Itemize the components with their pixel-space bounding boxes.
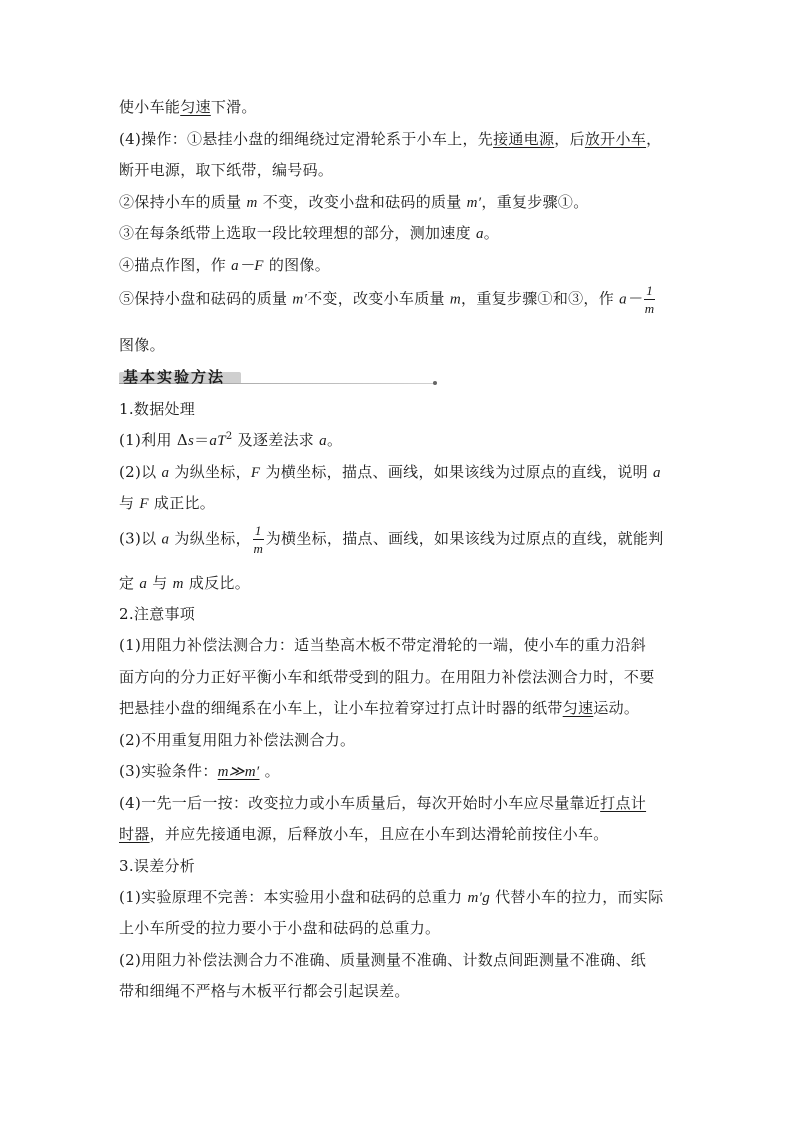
text-line <box>119 823 609 844</box>
text-line <box>119 128 661 149</box>
underlined-answer: 匀速 <box>180 98 211 116</box>
text-line <box>119 96 257 117</box>
text-line <box>119 792 646 813</box>
text: ＝ <box>194 431 210 449</box>
section-banner <box>119 364 439 388</box>
text: ，并应先接通电源，后释放小车，且应在小车到达滑轮前按住小车。 <box>149 825 609 843</box>
text: ，重复步骤①。 <box>481 193 589 211</box>
text: 为横坐标，描点、画线，如果该线为过原点的直线，就能判 <box>265 529 664 548</box>
text: 运动。 <box>593 699 640 717</box>
text-line <box>119 634 646 655</box>
text-line <box>119 729 355 750</box>
text: 为横坐标，描点、画线，如果该线为过原点的直线，说明 <box>260 463 654 481</box>
text-line <box>119 159 333 180</box>
text: ③在每条纸带上选取一段比较理想的部分，测加速度 <box>119 224 476 242</box>
text-line <box>119 980 410 1001</box>
variable: a <box>653 465 661 481</box>
variable: a <box>319 433 327 449</box>
subheading: 2.注意事项 <box>119 605 196 623</box>
variable: m′ <box>466 195 482 211</box>
subheading: 3.误差分析 <box>119 857 196 875</box>
text: 成反比。 <box>183 574 251 592</box>
text: ④描点作图，作 <box>119 256 232 274</box>
variable: s <box>187 433 195 449</box>
text: (4)一先一后一按：改变拉力或小车质量后，每次开始时小车应尽量靠近 <box>119 794 601 812</box>
variable: a <box>139 576 148 592</box>
text: 不变，改变小盘和砝码的质量 <box>257 193 467 211</box>
text: 成正比。 <box>148 494 216 512</box>
text-line <box>119 461 661 482</box>
variable: a－ <box>619 291 643 308</box>
variable: F <box>250 465 261 481</box>
fraction-denominator: m <box>644 301 655 316</box>
text: (1)实验原理不完善：本实验用小盘和砝码的总重力 <box>119 888 468 906</box>
fraction-one-over-m <box>253 524 264 555</box>
text: (1)利用 Δ <box>119 431 188 449</box>
text-line <box>119 697 639 718</box>
text: (4)操作：①悬挂小盘的细绳绕过定滑轮系于小车上，先 <box>119 130 494 148</box>
text: (3)以 <box>119 529 162 548</box>
variable: a－F <box>231 258 264 274</box>
text-line <box>119 398 195 419</box>
text: 带和细绳不严格与木板平行都会引起误差。 <box>119 982 410 1000</box>
underlined-answer: 时器 <box>119 825 150 843</box>
variable: m′g <box>467 890 491 906</box>
text: ，重复步骤①和③，作 <box>461 289 620 308</box>
text-line <box>119 254 330 275</box>
text-line <box>119 572 250 593</box>
superscript: 2 <box>225 431 233 442</box>
text: 使小车能 <box>119 98 181 116</box>
text: ， <box>646 130 662 148</box>
text-line <box>119 334 165 355</box>
text: (3)实验条件： <box>119 762 218 780</box>
text: 。 <box>326 431 343 449</box>
variable: a <box>161 531 170 548</box>
text: 及逐差法求 <box>232 431 320 449</box>
text: 断开电源，取下纸带，编号码。 <box>119 161 334 179</box>
text-line <box>119 666 655 687</box>
variable: aT <box>209 433 226 449</box>
text: 定 <box>119 574 140 592</box>
underlined-answer: 接通电源 <box>493 130 555 148</box>
text: 与 <box>119 494 140 512</box>
underlined-answer: 放开小车 <box>584 130 647 148</box>
text: 代替小车的拉力，而实际 <box>490 888 664 906</box>
variable: m <box>172 576 184 592</box>
text: (2)不用重复用阻力补偿法测合力。 <box>119 731 356 749</box>
text-line <box>119 886 663 907</box>
text: 与 <box>147 574 173 592</box>
text: 上小车所受的拉力要小于小盘和砝码的总重力。 <box>119 919 441 937</box>
text: ，后 <box>554 130 585 148</box>
text-line <box>119 429 342 450</box>
underlined-answer: m≫m′ <box>217 764 260 780</box>
fraction-numerator: 1 <box>646 283 654 298</box>
text: 为纵坐标， <box>169 529 251 548</box>
text: 下滑。 <box>210 98 257 116</box>
text-line <box>119 917 440 938</box>
section-heading: 基本实验方法 <box>123 368 226 386</box>
text: 不变，改变小车质量 <box>307 289 450 308</box>
text: 为纵坐标， <box>169 463 251 481</box>
text-line <box>119 855 195 876</box>
text-line <box>119 949 646 970</box>
variable: F <box>139 496 149 512</box>
text: 面方向的分力正好平衡小车和纸带受到的阻力。在用阻力补偿法测合力时，不要 <box>119 668 655 686</box>
text-line <box>119 760 280 781</box>
text: 。 <box>259 762 280 780</box>
text: 的图像。 <box>263 256 331 274</box>
banner-dot <box>433 381 437 385</box>
variable: a <box>161 465 170 481</box>
text: ⑤保持小盘和砝码的质量 <box>119 289 293 308</box>
underlined-answer: 匀速 <box>562 699 594 717</box>
text: (2)以 <box>119 463 162 481</box>
text-line <box>119 284 657 315</box>
underlined-answer: 打点计 <box>600 794 647 812</box>
text: (2)用阻力补偿法测合力不准确、质量测量不准确、计数点间距测量不准确、纸 <box>119 951 647 969</box>
text: 。 <box>483 224 500 242</box>
text: ②保持小车的质量 <box>119 193 247 211</box>
text-line <box>119 524 664 555</box>
text: 图像。 <box>119 336 165 354</box>
fraction-one-over-m <box>644 284 655 315</box>
fraction-denominator: m <box>253 541 264 556</box>
variable: m <box>246 195 258 211</box>
variable: m′ <box>292 291 308 308</box>
text-line <box>119 492 215 513</box>
text-line <box>119 603 195 624</box>
text: 把悬挂小盘的细绳系在小车上，让小车拉着穿过打点计时器的纸带 <box>119 699 563 717</box>
text: (1)用阻力补偿法测合力：适当垫高木板不带定滑轮的一端，使小车的重力沿斜 <box>119 636 647 654</box>
variable: a <box>475 226 484 242</box>
text-line <box>119 191 589 212</box>
fraction-numerator: 1 <box>254 523 262 538</box>
variable: m <box>449 291 462 308</box>
text-line <box>119 222 499 243</box>
subheading: 1.数据处理 <box>119 400 196 418</box>
